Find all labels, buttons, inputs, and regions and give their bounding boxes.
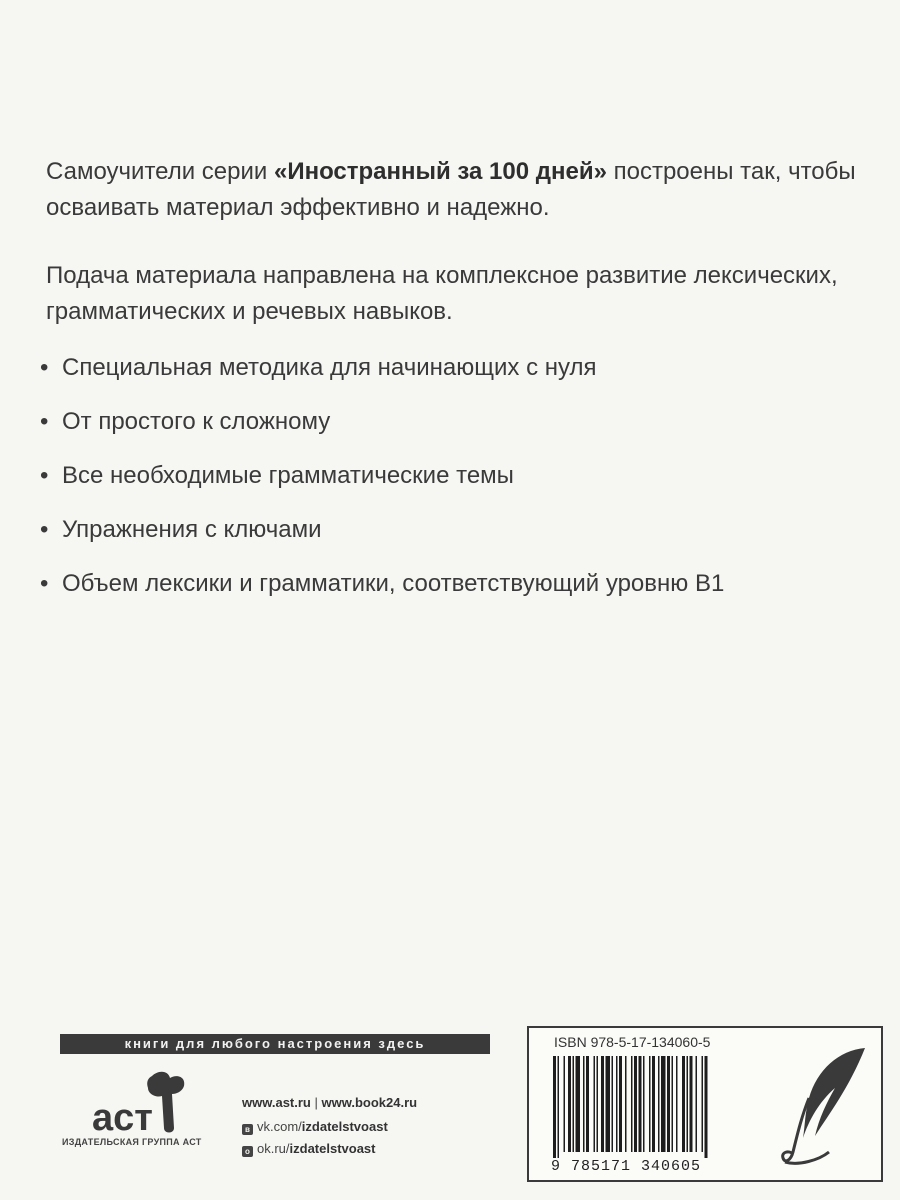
bullet-icon: • <box>40 516 49 543</box>
barcode-bar <box>606 1056 611 1152</box>
barcode-bar <box>564 1056 566 1152</box>
barcode-bar <box>586 1056 589 1152</box>
vk-icon: в <box>242 1124 253 1135</box>
barcode-bar <box>687 1056 689 1152</box>
contact-links <box>242 1092 417 1160</box>
site-link-ast[interactable]: www.ast.ru <box>242 1095 311 1110</box>
barcode-bar <box>553 1056 556 1158</box>
barcode-bar <box>658 1056 660 1152</box>
isbn-box <box>527 1026 883 1182</box>
barcode-bar <box>583 1056 585 1152</box>
logo-letters: аст <box>92 1097 153 1138</box>
barcode-bar <box>568 1056 571 1152</box>
publisher-name: ИЗДАТЕЛЬСКАЯ ГРУППА АСТ <box>62 1137 202 1147</box>
bullet-icon: • <box>40 462 49 489</box>
barcode-bar <box>631 1056 633 1152</box>
barcode-bar <box>652 1056 655 1152</box>
barcode-bar <box>594 1056 596 1152</box>
series-name: «Иностранный за 100 дней» <box>273 158 607 185</box>
feature-item: • От простого к сложному <box>40 404 724 458</box>
barcode-bar <box>643 1056 645 1152</box>
barcode-bar <box>597 1056 599 1152</box>
barcode-bar <box>576 1056 581 1152</box>
description-paragraph: Подача материала направлена на комплексное развитие лексических, грамматических и речевых навыков. <box>46 262 838 325</box>
vk-row[interactable]: в vk.com/izdatelstvoast <box>242 1116 417 1138</box>
barcode-bar <box>639 1056 642 1152</box>
isbn-label: ISBN 978-5-17-134060-5 <box>554 1034 711 1050</box>
barcode-bar <box>573 1056 575 1152</box>
barcode-bar <box>676 1056 678 1152</box>
slogan-banner: книги для любого настроения здесь <box>60 1034 490 1054</box>
barcode-bar <box>616 1056 618 1152</box>
barcode-bar <box>682 1056 685 1152</box>
barcode-bar <box>696 1056 698 1152</box>
bullet-icon: • <box>40 408 49 435</box>
barcode-bar <box>625 1056 627 1152</box>
barcode-bar <box>661 1056 666 1152</box>
intro-paragraph: Самоучители серии «Иностранный за 100 дней» построены так, чтобы осваивать материал эффективно и надежно. <box>46 158 856 221</box>
feature-item: • Объем лексики и грамматики, соответствующий уровню В1 <box>40 566 724 620</box>
feature-list <box>40 350 724 620</box>
feature-item: • Специальная методика для начинающих с нуля <box>40 350 724 404</box>
quill-icon <box>779 1040 869 1170</box>
bullet-icon: • <box>40 570 49 597</box>
barcode-bar <box>705 1056 708 1158</box>
barcode <box>551 1056 759 1158</box>
ast-logo <box>88 1068 198 1138</box>
barcode-bar <box>672 1056 674 1152</box>
barcode-bar <box>612 1056 614 1152</box>
feature-item: • Все необходимые грамматические темы <box>40 458 724 512</box>
barcode-bar <box>558 1056 560 1158</box>
website-row: www.ast.ru | www.book24.ru <box>242 1095 418 1110</box>
barcode-bar <box>667 1056 670 1152</box>
barcode-bar <box>634 1056 637 1152</box>
site-link-book24[interactable]: www.book24.ru <box>321 1095 418 1110</box>
barcode-bar <box>619 1056 622 1152</box>
barcode-bar <box>601 1056 604 1152</box>
bullet-icon: • <box>40 354 49 381</box>
ok-row[interactable]: о ok.ru/izdatelstvoast <box>242 1138 417 1160</box>
barcode-bar <box>690 1056 693 1152</box>
barcode-bar <box>702 1056 704 1152</box>
barcode-bar <box>649 1056 651 1152</box>
isbn-digits: 9 785171 340605 <box>551 1158 702 1175</box>
ok-icon: о <box>242 1146 253 1157</box>
feature-item: • Упражнения с ключами <box>40 512 724 566</box>
